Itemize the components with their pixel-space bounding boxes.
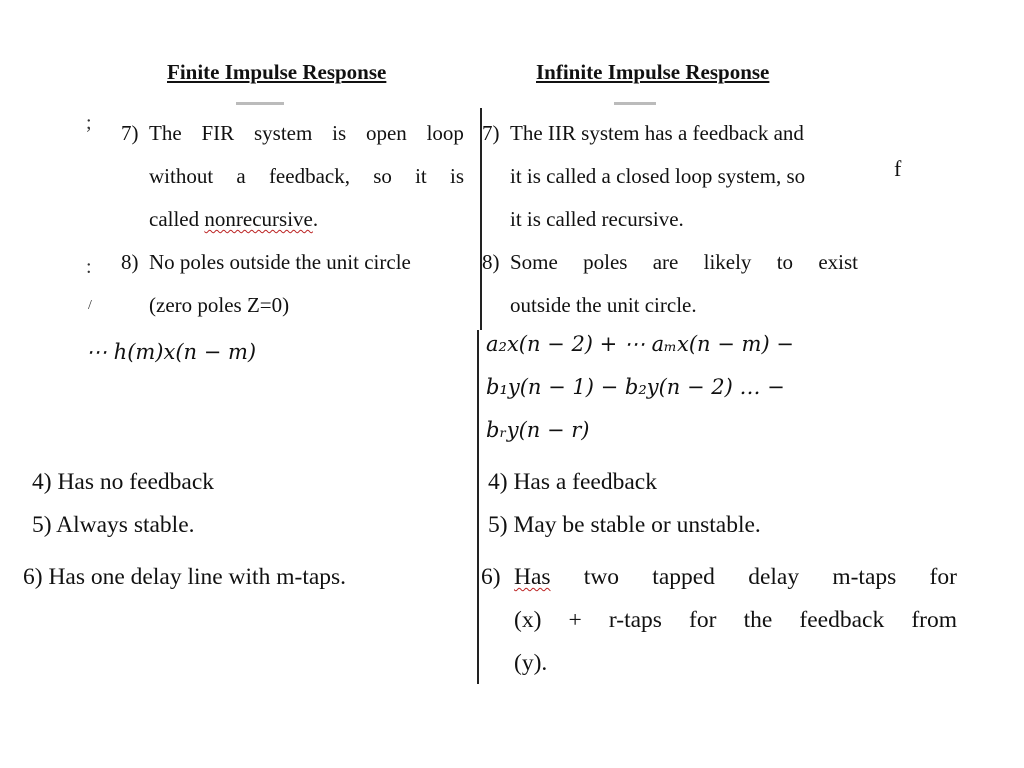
word: to (776, 250, 794, 274)
word: (x) (514, 607, 542, 633)
iir-item7-number: 7) (482, 121, 500, 145)
iir-item4: 4) Has a feedback (488, 469, 657, 495)
iir-header: Infinite Impulse Response (536, 60, 770, 84)
fir-item8-number: 8) (121, 250, 139, 274)
word: is (449, 164, 464, 188)
word: feedback (799, 607, 885, 633)
word: are (652, 250, 679, 274)
iir-item5: 5) May be stable or unstable. (488, 512, 761, 538)
word: open (365, 121, 407, 145)
word: a (236, 164, 246, 188)
edge-mark: / (88, 298, 92, 313)
iir-item6-line2 (514, 609, 957, 632)
word: FIR (201, 121, 235, 145)
word: poles (583, 250, 628, 274)
header-artifact-left (236, 102, 284, 105)
text: called (149, 207, 205, 231)
fir-equation: ⋯ h(m)x(n − m) (86, 340, 257, 364)
fir-item7-line3 (149, 209, 318, 230)
fir-item4: 4) Has no feedback (32, 469, 215, 495)
fir-item8-line2: (zero poles Z=0) (149, 293, 290, 317)
iir-item8-number: 8) (482, 250, 500, 274)
fir-item7-number: 7) (121, 121, 139, 145)
iir-item7-line3: it is called recursive. (510, 207, 684, 231)
spellcheck-word: Has (514, 564, 551, 590)
edge-fragment-f: f (894, 156, 902, 181)
iir-equation-line3: bᵣy(n − r) (486, 418, 590, 442)
fir-item5: 5) Always stable. (32, 512, 195, 538)
word: Some (510, 250, 558, 274)
iir-item8-line1 (510, 252, 858, 273)
word: loop (426, 121, 464, 145)
edge-mark: : (86, 256, 92, 278)
text: . (312, 207, 319, 231)
word: two (583, 564, 620, 590)
iir-item7-line2: it is called a closed loop system, so (510, 164, 806, 188)
word: The (149, 121, 182, 145)
word: system (253, 121, 313, 145)
iir-equation-line1: a₂x(n − 2) + ⋯ aₘx(n − m) − (486, 332, 794, 356)
word: feedback, (268, 164, 350, 188)
spellcheck-word: nonrecursive (204, 207, 313, 231)
word: delay (748, 564, 800, 590)
word: for (929, 564, 957, 590)
fir-item8-line1: No poles outside the unit circle (149, 250, 411, 274)
word: + (568, 607, 582, 633)
iir-item7-line1: The IIR system has a feedback and (510, 121, 804, 145)
word: r-taps (608, 607, 662, 633)
iir-item6-line3: (y). (514, 650, 548, 676)
word: it (415, 164, 427, 188)
word: for (689, 607, 717, 633)
column-divider-middle (477, 330, 479, 458)
word: so (373, 164, 392, 188)
word: tapped (652, 564, 715, 590)
iir-item8-line2: outside the unit circle. (510, 293, 697, 317)
iir-item6-number: 6) (481, 564, 501, 590)
word: exist (818, 250, 858, 274)
fir-item6: 6) Has one delay line with m-taps. (23, 564, 347, 590)
word: m-taps (832, 564, 897, 590)
word: likely (703, 250, 752, 274)
iir-item6-line1 (514, 566, 957, 589)
word: from (911, 607, 957, 633)
edge-mark: ; (86, 112, 92, 134)
column-divider-bottom (477, 458, 479, 684)
fir-item7-line1 (149, 123, 464, 144)
word: is (332, 121, 347, 145)
word: without (149, 164, 214, 188)
fir-item7-line2 (149, 166, 464, 187)
iir-equation-line2: b₁y(n − 1) − b₂y(n − 2) … − (486, 375, 785, 399)
fir-header: Finite Impulse Response (167, 60, 387, 84)
word: the (743, 607, 773, 633)
header-artifact-right (614, 102, 656, 105)
